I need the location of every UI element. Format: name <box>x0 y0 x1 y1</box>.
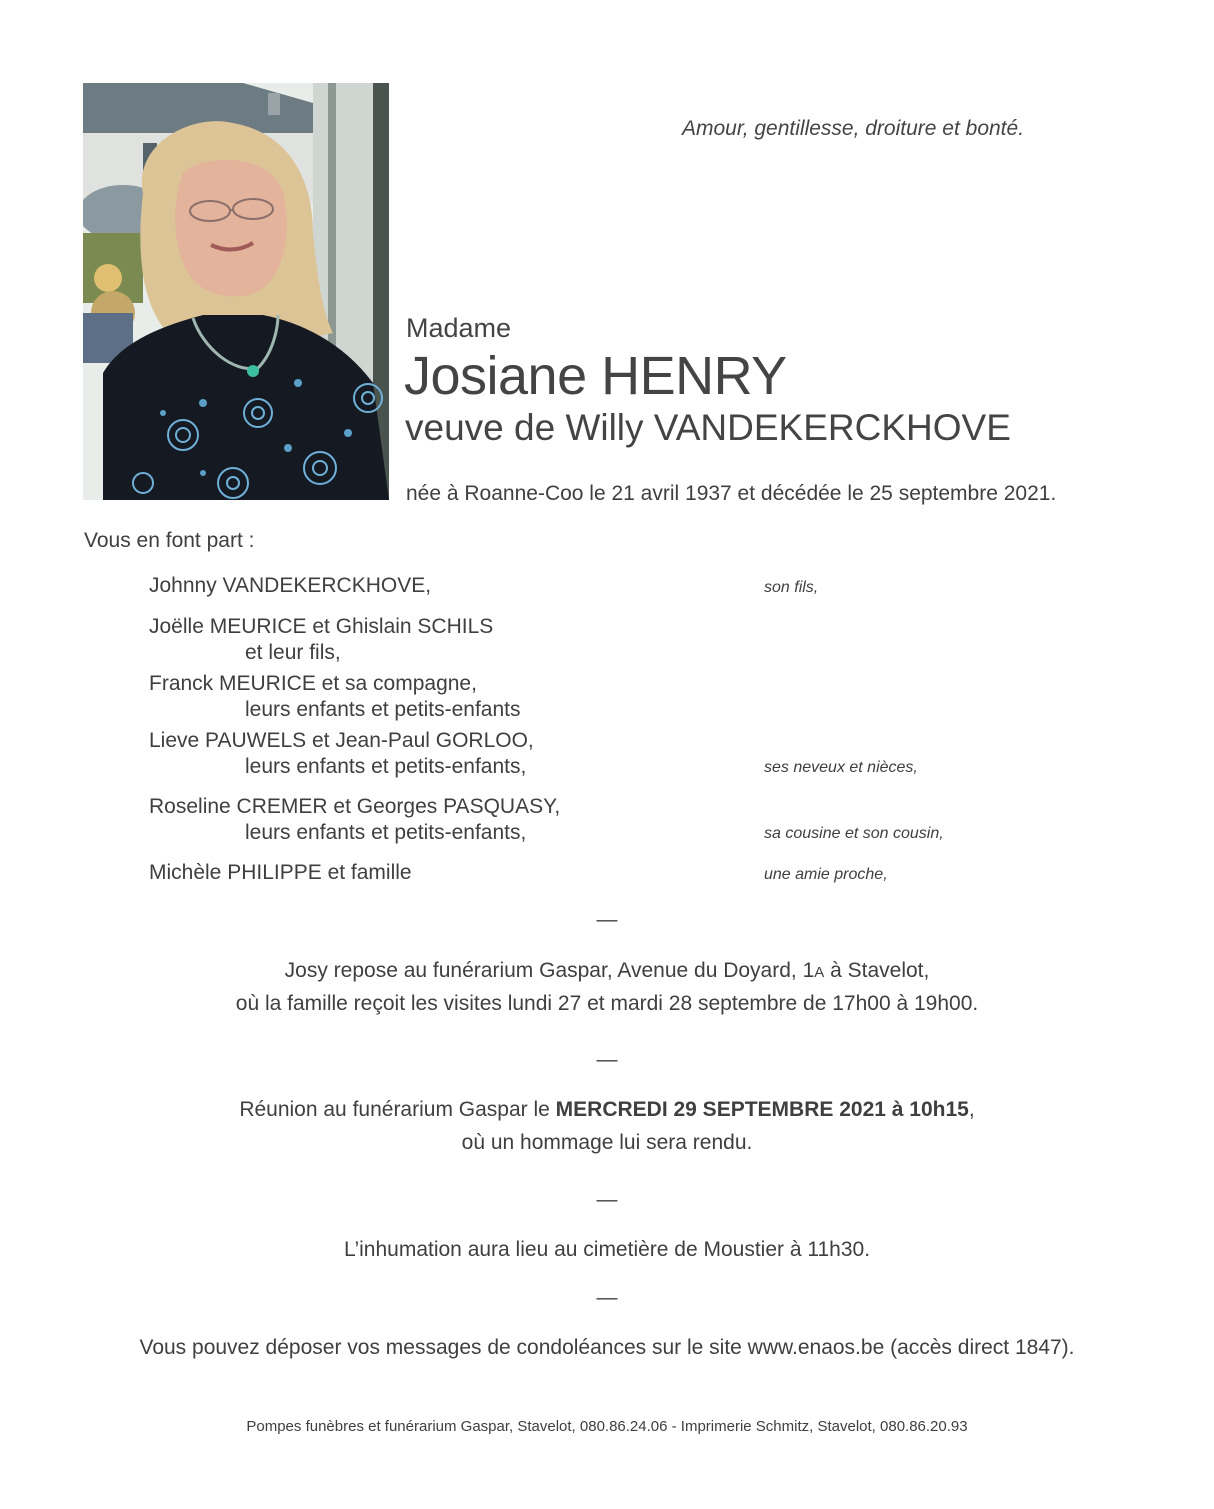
family-member-name: Johnny VANDEKERCKHOVE, <box>149 574 432 597</box>
deceased-name: Josiane HENRY <box>404 346 787 406</box>
visitation-text-b: à Stavelot, <box>824 959 930 982</box>
separator: — <box>596 908 618 931</box>
family-member-name: Joëlle MEURICE et Ghislain SCHILS <box>149 615 494 638</box>
separator: — <box>596 1188 618 1211</box>
family-relation: ses neveux et nièces, <box>764 759 918 776</box>
family-member-detail: leurs enfants et petits-enfants <box>245 698 521 721</box>
widow-of: veuve de Willy VANDEKERCKHOVE <box>405 407 1011 448</box>
separator: — <box>596 1048 618 1071</box>
family-relation: une amie proche, <box>764 866 888 883</box>
condolences-info: Vous pouvez déposer vos messages de condoléances sur le site www.enaos.be (accès direct 1847). <box>139 1336 1075 1359</box>
visitation-line-2: où la famille reçoit les visites lundi 27 et mardi 28 septembre de 17h00 à 19h00. <box>235 992 979 1015</box>
family-member-detail: leurs enfants et petits-enfants, <box>245 821 527 844</box>
separator: — <box>596 1286 618 1309</box>
family-member-name: Roseline CREMER et Georges PASQUASY, <box>149 795 561 818</box>
family-relation: sa cousine et son cousin, <box>764 825 944 842</box>
ceremony-line-2: où un hommage lui sera rendu. <box>461 1131 753 1154</box>
family-member-name: Michèle PHILIPPE et famille <box>149 861 412 884</box>
portrait-photo <box>83 83 389 500</box>
visitation-number-suffix: A <box>814 964 825 981</box>
announcement-intro: Vous en font part : <box>84 529 255 552</box>
family-member-name: Franck MEURICE et sa compagne, <box>149 672 477 695</box>
motto: Amour, gentillesse, droiture et bonté. <box>682 117 1025 140</box>
visitation-text-a: Josy repose au funérarium Gaspar, Avenue du Doyard, 1 <box>284 959 815 982</box>
ceremony-text-b: , <box>968 1098 975 1121</box>
family-member-detail: et leur fils, <box>245 641 341 664</box>
ceremony-date: MERCREDI 29 SEPTEMBRE 2021 à 10h15 <box>555 1098 969 1121</box>
family-member-name: Lieve PAUWELS et Jean-Paul GORLOO, <box>149 729 534 752</box>
salutation: Madame <box>406 313 512 343</box>
footer-credits: Pompes funèbres et funérarium Gaspar, Stavelot, 080.86.24.06 - Imprimerie Schmitz, Stavelot, 080.86.20.93 <box>246 1418 968 1435</box>
family-relation: son fils, <box>764 579 819 596</box>
portrait-illustration <box>83 83 389 500</box>
birth-death-dates: née à Roanne-Coo le 21 avril 1937 et décédée le 25 septembre 2021. <box>406 482 1057 505</box>
visitation-line-1 <box>0 959 1214 983</box>
ceremony-line-1 <box>0 1098 1214 1122</box>
burial-info: L’inhumation aura lieu au cimetière de Moustier à 11h30. <box>343 1238 871 1261</box>
ceremony-text-a: Réunion au funérarium Gaspar le <box>239 1098 556 1121</box>
family-member-detail: leurs enfants et petits-enfants, <box>245 755 527 778</box>
